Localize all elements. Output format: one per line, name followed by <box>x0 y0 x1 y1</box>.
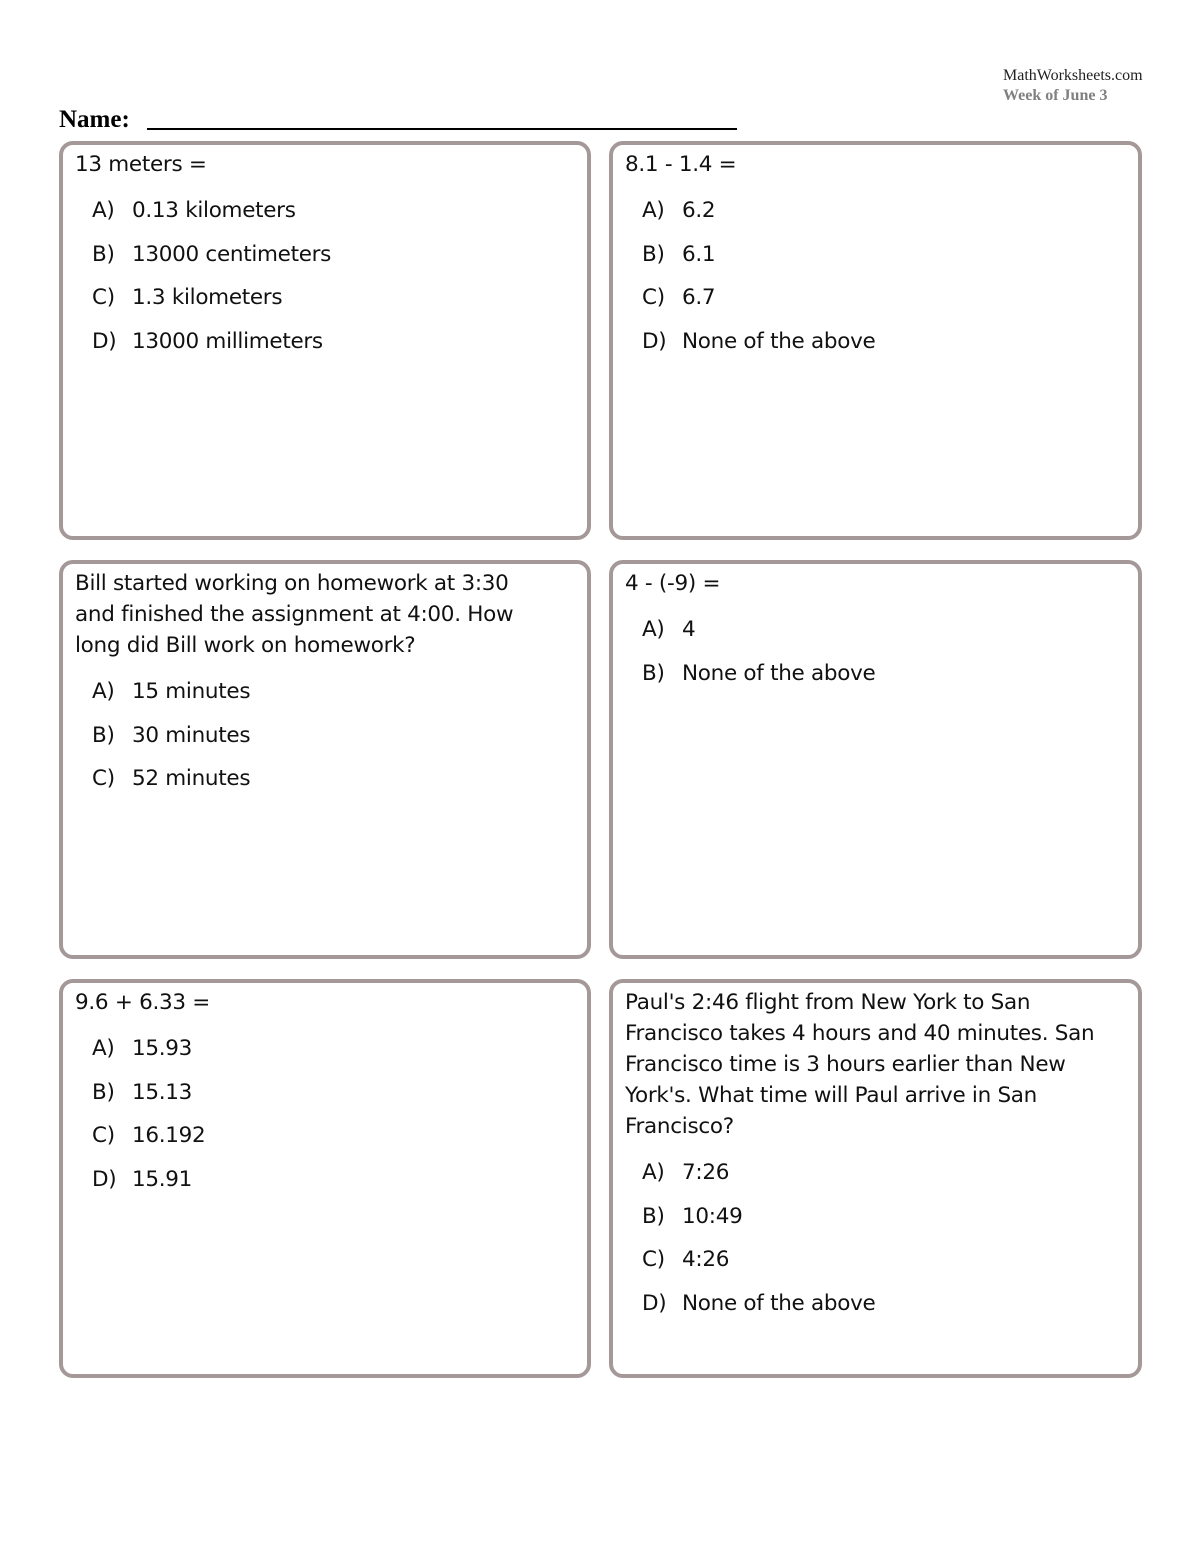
option-letter: D) <box>92 1166 117 1192</box>
answer-option[interactable] <box>642 1282 1126 1326</box>
answer-option[interactable] <box>92 757 575 801</box>
option-letter: B) <box>642 241 665 267</box>
answer-option[interactable] <box>92 276 575 320</box>
answer-option[interactable] <box>642 189 1126 233</box>
question-prompt: Bill started working on homework at 3:30 and finished the assignment at 4:00. How long did Bill work on homework? <box>75 571 514 658</box>
question-box-6 <box>609 979 1142 1378</box>
option-text: 10:49 <box>682 1203 743 1229</box>
option-letter: B) <box>92 722 115 748</box>
answer-option[interactable] <box>92 714 575 758</box>
option-letter: A) <box>92 198 115 223</box>
option-text: None of the above <box>682 660 876 686</box>
option-text: 30 minutes <box>132 722 251 748</box>
question-prompt: 8.1 - 1.4 = <box>625 152 737 177</box>
answer-option[interactable] <box>642 276 1126 320</box>
answer-option[interactable] <box>642 608 1126 652</box>
answer-option[interactable] <box>642 1195 1126 1239</box>
option-letter: A) <box>642 1160 665 1185</box>
question-box-2 <box>609 141 1142 540</box>
answer-options <box>625 1151 1126 1325</box>
option-letter: B) <box>92 241 115 267</box>
option-text: 13000 millimeters <box>132 328 323 354</box>
option-text: 52 minutes <box>132 766 251 791</box>
option-letter: C) <box>92 766 115 791</box>
question-box-5 <box>59 979 591 1378</box>
name-field[interactable] <box>147 128 737 130</box>
site-name: MathWorksheets.com <box>1003 67 1143 84</box>
question-prompt: 4 - (-9) = <box>625 571 721 596</box>
option-letter: D) <box>92 328 117 354</box>
option-letter: D) <box>642 328 667 354</box>
question-box-1 <box>59 141 591 540</box>
answer-option[interactable] <box>642 1151 1126 1195</box>
option-text: None of the above <box>682 328 876 354</box>
answer-option[interactable] <box>642 320 1126 364</box>
option-text: 15 minutes <box>132 679 251 704</box>
option-text: None of the above <box>682 1290 876 1316</box>
option-letter: C) <box>92 285 115 310</box>
option-text: 15.93 <box>132 1036 193 1061</box>
question-prompt: 13 meters = <box>75 152 207 177</box>
option-letter: C) <box>642 1247 665 1272</box>
option-letter: B) <box>642 660 665 686</box>
option-text: 15.91 <box>132 1166 193 1192</box>
name-label: Name: <box>59 106 130 133</box>
option-text: 13000 centimeters <box>132 241 332 267</box>
answer-options <box>625 189 1126 363</box>
answer-option[interactable] <box>92 189 575 233</box>
option-text: 15.13 <box>132 1079 193 1105</box>
answer-option[interactable] <box>92 1027 575 1071</box>
answer-option[interactable] <box>92 670 575 714</box>
option-text: 6.1 <box>682 241 716 267</box>
question-prompt: 9.6 + 6.33 = <box>75 990 210 1015</box>
answer-option[interactable] <box>642 652 1126 696</box>
week-label: Week of June 3 <box>1003 87 1108 104</box>
option-text: 6.2 <box>682 198 716 223</box>
option-text: 7:26 <box>682 1160 730 1185</box>
option-text: 6.7 <box>682 285 716 310</box>
answer-options <box>75 189 575 363</box>
answer-option[interactable] <box>642 233 1126 277</box>
option-text: 1.3 kilometers <box>132 285 283 310</box>
option-text: 4:26 <box>682 1247 730 1272</box>
answer-option[interactable] <box>642 1238 1126 1282</box>
answer-option[interactable] <box>92 1071 575 1115</box>
option-letter: A) <box>92 679 115 704</box>
option-text: 4 <box>682 617 696 642</box>
answer-option[interactable] <box>92 233 575 277</box>
option-text: 16.192 <box>132 1123 206 1148</box>
answer-option[interactable] <box>92 320 575 364</box>
option-letter: A) <box>92 1036 115 1061</box>
option-text: 0.13 kilometers <box>132 198 296 223</box>
answer-options <box>625 608 1126 695</box>
option-letter: A) <box>642 198 665 223</box>
option-letter: A) <box>642 617 665 642</box>
question-prompt: Paul's 2:46 flight from New York to San Francisco takes 4 hours and 40 minutes. San Francisco time is 3 hours earlier than New York's. What time will Paul arrive in San Francisco? <box>625 990 1095 1139</box>
question-box-4 <box>609 560 1142 959</box>
option-letter: B) <box>92 1079 115 1105</box>
answer-options <box>75 1027 575 1201</box>
option-letter: C) <box>92 1123 115 1148</box>
option-letter: C) <box>642 285 665 310</box>
option-letter: B) <box>642 1203 665 1229</box>
answer-option[interactable] <box>92 1114 575 1158</box>
answer-options <box>75 670 575 801</box>
option-letter: D) <box>642 1290 667 1316</box>
question-box-3 <box>59 560 591 959</box>
answer-option[interactable] <box>92 1158 575 1202</box>
